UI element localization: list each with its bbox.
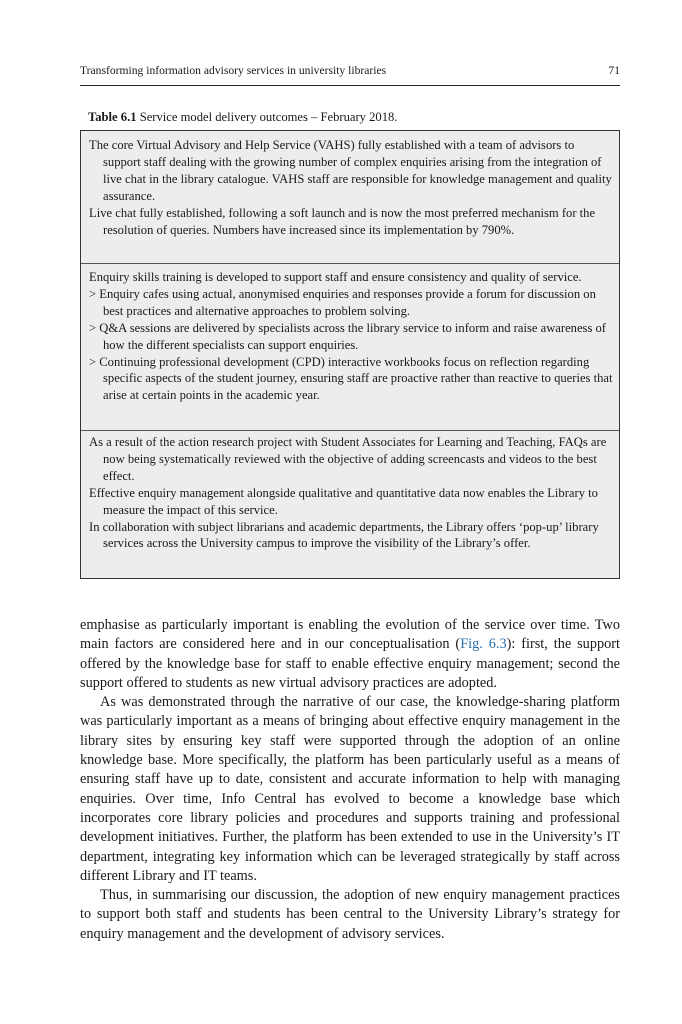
table-cell-paragraph: Enquiry skills training is developed to support staff and ensure consistency and quality of service. xyxy=(89,270,582,284)
service-outcomes-table xyxy=(80,130,620,579)
table-cell-paragraph: Live chat fully established, following a soft launch and is now the most preferred mechanism for the resolution of queries. Numbers have increased since its implementation by 790%. xyxy=(89,205,596,237)
table-cell-paragraph: In collaboration with subject librarians and academic departments, the Library offers ‘pop-up’ library services across the University campus to improve the visibility of the Library’s offer. xyxy=(89,519,599,551)
table-cell-paragraph: The core Virtual Advisory and Help Service (VAHS) fully established with a team of advisors to support staff dealing with the growing number of complex enquiries arising from the integration of live chat in the library catalogue. VAHS staff are responsible for knowledge management and quality assurance. xyxy=(89,138,612,203)
figure-link[interactable]: Fig. 6.3 xyxy=(460,636,507,653)
table-cell-paragraph: Effective enquiry management alongside qualitative and quantitative data now enables the Library to measure the impact of this service. xyxy=(89,485,598,517)
table-cell-bullet: > Continuing professional development (CPD) interactive workbooks focus on reflection regarding specific aspects of the student journey, ensuring staff are proactive rather than reactive to queries that arise at certain points in the academic year. xyxy=(89,354,613,403)
running-title: Transforming information advisory services in university libraries xyxy=(80,64,387,77)
table-cell-bullet: > Enquiry cafes using actual, anonymised enquiries and responses provide a forum for discussion on best practices and alternative approaches to problem solving. xyxy=(89,286,596,318)
header-rule xyxy=(80,85,620,86)
table-caption-label: Table 6.1 xyxy=(88,110,137,124)
table-cell-bullet: > Q&A sessions are delivered by specialists across the library service to inform and raise awareness of how the different specialists can support enquiries. xyxy=(89,320,606,352)
table-caption-text: Service model delivery outcomes – February 2018. xyxy=(139,110,398,124)
body-paragraph-2: As was demonstrated through the narrative of our case, the knowledge-sharing platform was particularly important as a means of bringing about effective enquiry management in the library sites by ensuring key staff were supported through the adoption of an online knowledge base. More specifically, the platform has been particularly useful as a means of ensuring staff have up to date, consistent and accurate information to help with managing enquiries. Over time, Info Central has evolved to become a knowledge base which incorporates core library policies and procedures and supports training and professional development initiatives. Further, the platform has been extended to use in the University’s IT department, integrating key information which can be leveraged strategically by staff across different Library and IT teams. xyxy=(80,694,620,884)
body-text-span: ): first, the support offered by the knowledge base for staff to enable effective enquiry management; second the support offered to students as new virtual advisory practices are adopted. xyxy=(80,636,620,691)
table-caption xyxy=(88,109,397,125)
body-text xyxy=(80,616,620,944)
body-paragraph-3: Thus, in summarising our discussion, the adoption of new enquiry management practices to support both staff and students has been central to the University Library’s strategy for enquiry management and the development of advisory services. xyxy=(80,887,620,942)
table-cell-2 xyxy=(81,263,619,430)
table-cell-paragraph: As a result of the action research project with Student Associates for Learning and Teaching, FAQs are now being systematically reviewed with the objective of adding screencasts and videos to the best effect. xyxy=(89,435,607,483)
table-cell-1 xyxy=(81,131,619,263)
page-number: 71 xyxy=(608,64,620,77)
body-paragraph-1 xyxy=(80,616,620,693)
body-text-span: emphasise as particularly important is enabling the evolution of the service over time. Two main factors are considered here and in our conceptualisation ( xyxy=(80,617,620,653)
table-cell-3 xyxy=(81,430,619,578)
